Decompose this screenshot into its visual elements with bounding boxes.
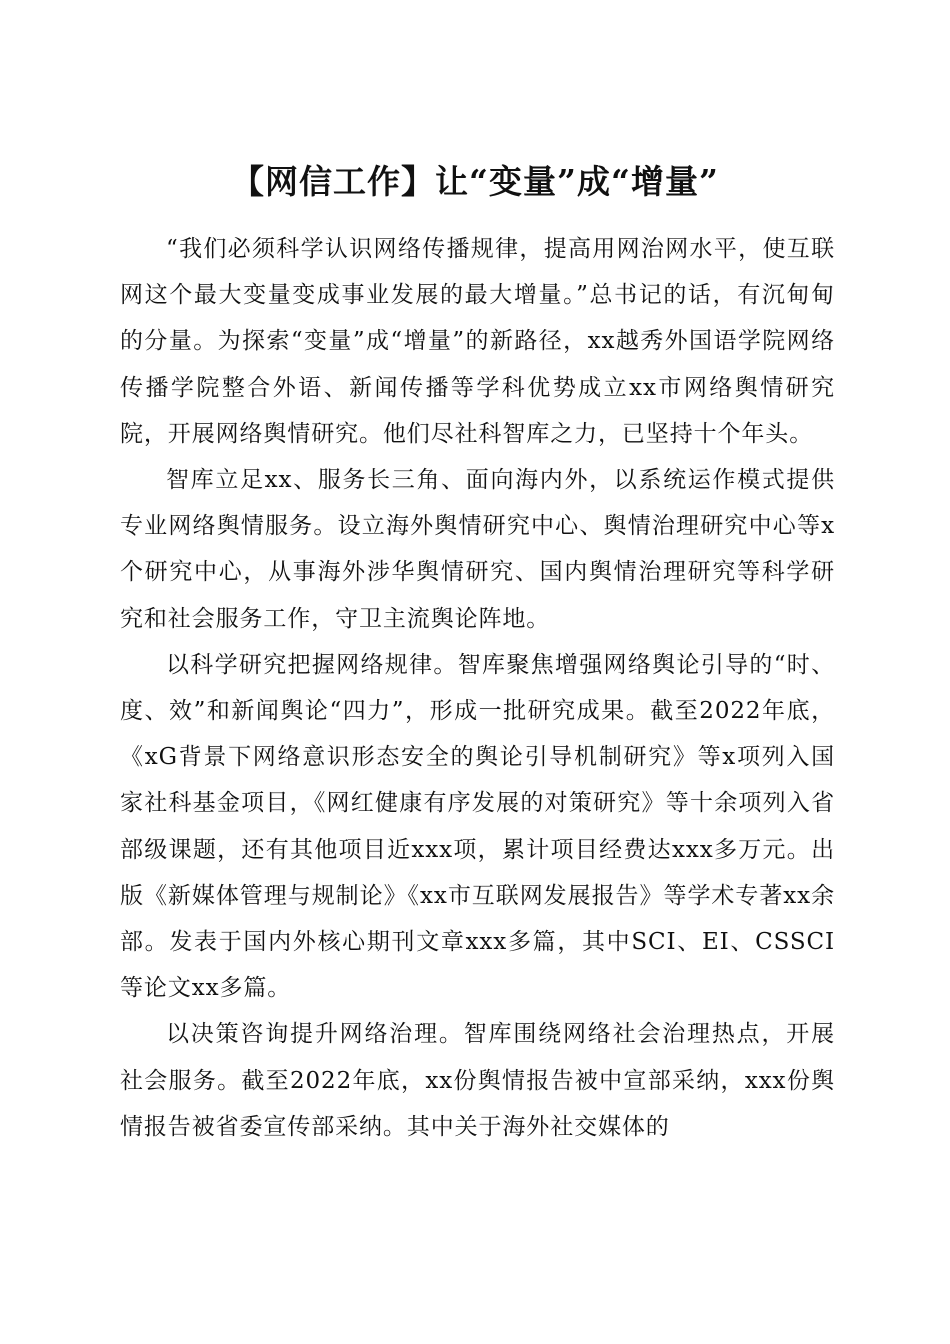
document-title: 【网信工作】让“变量”成“增量” (231, 162, 719, 202)
paragraph-think-tank: 智库立足xx、服务长三角、面向海内外，以系统运作模式提供专业网络舆情服务。设立海外舆情研究中心、舆情治理研究中心等x个研究中心，从事海外涉华舆情研究、国内舆情治理研究等科学研究和社会服务工作，守卫主流舆论阵地。 (120, 467, 835, 632)
paragraph-research: 以科学研究把握网络规律。智库聚焦增强网络舆论引导的“时、度、效”和新闻舆论“四力”，形成一批研究成果。截至2022年底，《xG背景下网络意识形态安全的舆论引导机制研究》等x项列入国家社科基金项目，《网红健康有序发展的对策研究》等十余项列入省部级课题，还有其他项目近xxx项，累计项目经费达xxx多万元。出版《新媒体管理与规制论》《xx市互联网发展报告》等学术专著xx余部。发表于国内外核心期刊文章xxx多篇，其中SCI、EI、CSSCI等论文xx多篇。 (120, 651, 835, 1002)
paragraph-intro: “我们必须科学认识网络传播规律，提高用网治网水平，使互联网这个最大变量变成事业发展的最大增量。”总书记的话，有沉甸甸的分量。为探索“变量”成“增量”的新路径，xx越秀外国语学院网络传播学院整合外语、新闻传播等学科优势成立xx市网络舆情研究院，开展网络舆情研究。他们尽社科智库之力，已坚持十个年头。 (120, 236, 835, 447)
document-body (120, 226, 835, 1150)
paragraph-consulting: 以决策咨询提升网络治理。智库围绕网络社会治理热点，开展社会服务。截至2022年底，xx份舆情报告被中宣部采纳，xxx份舆情报告被省委宣传部采纳。其中关于海外社交媒体的 (120, 1021, 835, 1140)
